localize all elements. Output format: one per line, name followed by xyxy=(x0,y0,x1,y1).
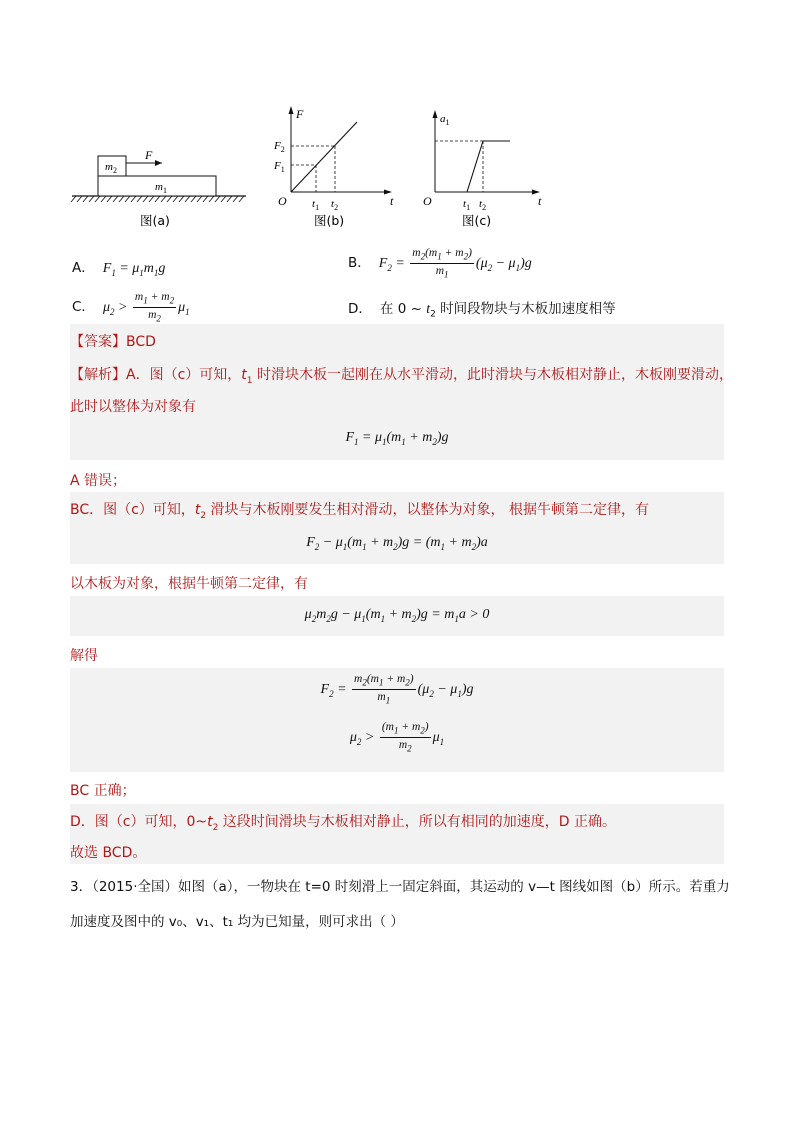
solve-line: 解得 xyxy=(70,648,98,664)
answer-line xyxy=(70,331,156,351)
option-d: D． 在 0 ~ $t_2$ 时间段物块与木板加速度相等 xyxy=(348,301,616,320)
option-b-formula: $F_2$ = $\frac{m_2(m_1 + m_2)}{m_1}$ $(\mu_2 - \mu_1)g$ xyxy=(378,247,532,280)
equation-1: $F_1 = \mu_1(m_1 + m_2)g$ xyxy=(345,430,449,447)
option-c xyxy=(72,290,190,326)
a-wrong: A 错误； xyxy=(70,473,127,489)
fig-b-f1-label: $F_1$ xyxy=(274,160,285,174)
fig-a-force-label: F xyxy=(145,148,153,162)
option-d-label: D． xyxy=(348,301,372,317)
option-a-formula: $F_1 = \mu_1m_1g$ xyxy=(102,261,166,278)
fig-b-y-label: F xyxy=(296,107,304,121)
d-line: D．图（c）可知，$0\sim t_2$ 这段时间滑块与木板相对静止，所以有相同的加速度，D 正确。 xyxy=(70,814,617,833)
fig-b-t1: $t_1$ xyxy=(312,198,320,212)
equation-5: $\mu_2$ > $\frac{(m_1 + m_2)}{m_2}$ $\mu_1$ xyxy=(349,721,445,754)
option-c-label: C． xyxy=(72,299,95,316)
option-c-formula: $\mu_2$ > $\frac{m_1 + m_2}{m_2}$ $\mu_1$ xyxy=(102,291,190,324)
analysis-line1: 【解析】A．图（c）可知，$t_1$ 时滑块木板一起刚在从水平滑动，此时滑块与木板相对静止，木板刚要滑动， xyxy=(70,367,733,386)
figure-c xyxy=(423,110,542,228)
figure-row xyxy=(70,104,630,234)
option-a xyxy=(72,256,165,278)
fig-c-t2: $t_2$ xyxy=(479,198,487,212)
bc-correct: BC 正确； xyxy=(70,783,136,799)
fig-a-caption: 图(a) xyxy=(140,213,170,228)
equation-3: $\mu_2m_2g - \mu_1(m_1 + m_2)g = m_1a > 0$ xyxy=(304,607,490,624)
analysis-label: 【解析】 xyxy=(70,367,126,383)
board-line: 以木板为对象，根据牛顿第二定律，有 xyxy=(70,576,308,592)
fig-a-m1-label: $m_1$ xyxy=(155,181,167,195)
fig-b-x-label: t xyxy=(390,194,394,208)
fig-c-origin: O xyxy=(423,194,432,208)
figure-b xyxy=(273,106,394,228)
fig-c-caption: 图(c) xyxy=(462,213,492,228)
option-a-label: A． xyxy=(72,260,95,276)
equation-2: $F_2 - \mu_1(m_1 + m_2)g = (m_1 + m_2)a$ xyxy=(306,535,488,552)
answer-value: BCD xyxy=(126,334,156,350)
question3-line2: 加速度及图中的 v₀、v₁、t₁ 均为已知量，则可求出（ ） xyxy=(70,914,404,930)
bc-line: BC．图（c）可知，$t_2$ 滑块与木板刚要发生相对滑动，以整体为对象， 根据牛顿第二定律，有 xyxy=(70,502,649,521)
equation-4: $F_2$ = $\frac{m_2(m_1 + m_2)}{m_1}$ $(\mu_2 - \mu_1)g$ xyxy=(320,673,474,706)
fig-b-caption: 图(b) xyxy=(314,213,345,228)
fig-b-t2: $t_2$ xyxy=(331,198,339,212)
fig-a-m2-label: $m_2$ xyxy=(105,161,117,175)
option-b-label: B． xyxy=(348,255,371,272)
figure-a xyxy=(71,148,246,228)
fig-b-origin: O xyxy=(278,194,287,208)
conclusion: 故选 BCD。 xyxy=(70,845,147,861)
fig-c-x-label: t xyxy=(538,194,542,208)
option-b xyxy=(348,246,532,282)
question3-line1: 3．（2015·全国）如图（a），一物块在 t=0 时刻滑上一固定斜面，其运动的 v—t 图线如图（b）所示。若重力 xyxy=(70,879,730,895)
analysis-line2: 此时以整体为对象有 xyxy=(70,399,196,415)
fig-c-t1: $t_1$ xyxy=(463,198,471,212)
fig-b-f2-label: $F_2$ xyxy=(274,140,285,154)
fig-c-y-label: $a_1$ xyxy=(440,113,450,127)
answer-label: 【答案】 xyxy=(70,334,126,350)
